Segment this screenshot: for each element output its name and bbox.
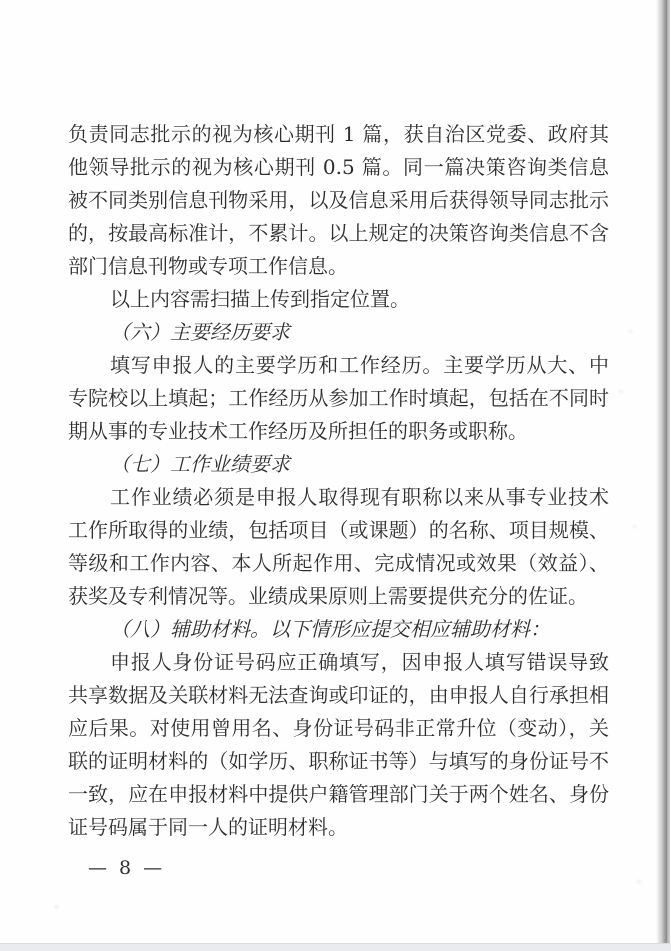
paragraph-core-journal-rules: 负责同志批示的视为核心期刊 1 篇，获自治区党委、政府其他领导批示的视为核心期刊 0.5 篇。同一篇决策咨询类信息被不同类别信息刊物采用，以及信息采用后获得领导同志批示的，按最高标准计，不累计。以上规定的决策咨询类信息不含部门信息刊物或专项工作信息。: [68, 122, 609, 278]
scan-speck: [636, 880, 642, 883]
paragraph-upload-note: 以上内容需扫描上传到指定位置。: [110, 287, 410, 311]
section-heading-6-main-experience: （六）主要经历要求: [110, 320, 290, 344]
paragraph-id-number-rules: 申报人身份证号码应正确填写，因申报人填写错误导致共享数据及关联材料无法查询或印证的，由申报人自行承担相应后果。对使用曾用名、身份证号码非正常升位（变动），关联的证明材料的（如学历、职称证书等）与填写的身份证号不一致，应在申报材料中提供户籍管理部门关于两个姓名、身份证号码属于同一人的证明材料。: [68, 650, 609, 839]
scan-speck: [54, 905, 59, 909]
section-heading-7-work-achievements: （七）工作业绩要求: [110, 452, 290, 476]
paragraph-achievement-requirements: 工作业绩必须是申报人取得现有职称以来从事专业技术工作所取得的业绩，包括项目（或课题）的名称、项目规模、等级和工作内容、本人所起作用、完成情况或效果（效益）、获奖及专利情况等。业绩成果原则上需要提供充分的佐证。: [68, 485, 609, 608]
page-number: — 8 —: [88, 857, 166, 879]
scan-bottom-edge: [0, 943, 671, 951]
scan-right-edge-line: [666, 0, 667, 944]
scan-speck: [628, 330, 633, 333]
scan-speck: [632, 525, 637, 528]
scan-speck: [618, 390, 624, 393]
section-heading-8-auxiliary-materials: （八）辅助材料。以下情形应提交相应辅助材料：: [110, 617, 550, 641]
document-body: [68, 118, 609, 844]
paragraph-experience-requirements: 填写申报人的主要学历和工作经历。主要学历从大、中专院校以上填起；工作经历从参加工作时填起，包括在不同时期从事的专业技术工作经历及所担任的职务或职称。: [68, 353, 609, 443]
scan-speck: [602, 690, 608, 693]
scan-right-edge-shadow: [656, 0, 670, 944]
